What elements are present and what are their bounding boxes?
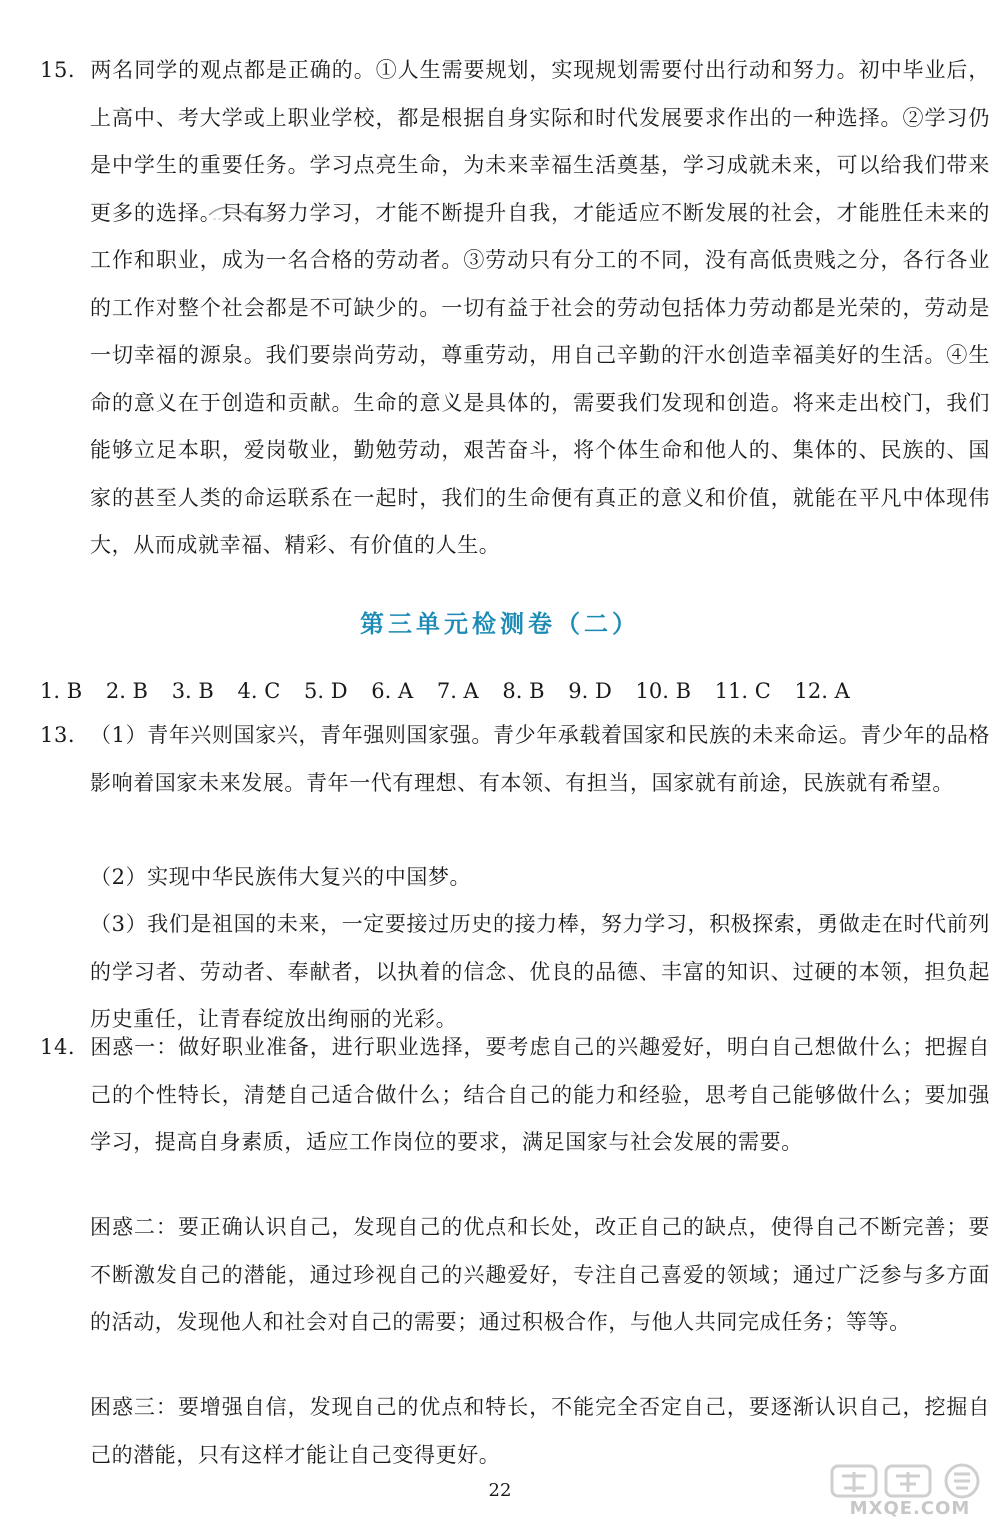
answer-item: 6. A — [371, 679, 414, 703]
answer-item: 8. B — [502, 679, 545, 703]
question-number: 15. — [40, 58, 76, 82]
question-number: 14. — [40, 1035, 76, 1059]
question-13-part-2: （2）实现中华民族伟大复兴的中国梦。 — [90, 865, 472, 889]
answer-item: 1. B — [40, 679, 83, 703]
watermark-logo — [830, 1462, 990, 1522]
watermark-emblem-icon — [830, 1462, 990, 1502]
question-number: 13. — [40, 723, 76, 747]
answer-key — [40, 668, 867, 715]
question-14-part-3: 困惑三：要增强自信，发现自己的优点和特长，不能完全否定自己，要逐渐认识自己，挖掘自己的潜能，只有这样才能让自己变得更好。 — [90, 1395, 990, 1467]
question-13-part-1: （1）青年兴则国家兴，青年强则国家强。青少年承载着国家和民族的未来命运。青少年的品格影响着国家未来发展。青年一代有理想、有本领、有担当，国家就有前途，民族就有希望。 — [90, 723, 990, 795]
question-15 — [40, 47, 990, 570]
answer-item: 2. B — [105, 679, 148, 703]
answer-item: 9. D — [568, 679, 612, 703]
answer-item: 3. B — [171, 679, 214, 703]
unit-title: 第三单元检测卷（二） — [360, 610, 640, 638]
answer-item: 10. B — [635, 679, 692, 703]
answer-item: 4. C — [237, 679, 281, 703]
answer-item: 5. D — [304, 679, 348, 703]
answer-item: 7. A — [436, 679, 479, 703]
watermark-text: MXQE.COM — [849, 1498, 971, 1519]
stamp-mark — [205, 195, 285, 223]
question-14-part-2: 困惑二：要正确认识自己，发现自己的优点和长处，改正自己的缺点，使得自己不断完善；要不断激发自己的潜能，通过珍视自己的兴趣爱好，专注自己喜爱的领域；通过广泛参与多方面的活动，发现他人和社会对自己的需要；通过积极合作，与他人共同完成任务；等等。 — [90, 1215, 990, 1334]
question-13 — [40, 712, 990, 807]
answer-item: 11. C — [714, 679, 771, 703]
answer-item: 12. A — [794, 679, 850, 703]
page-number: 22 — [488, 1480, 512, 1501]
question-13-part-3: （3）我们是祖国的未来，一定要接过历史的接力棒，努力学习，积极探索，勇做走在时代前列的学习者、劳动者、奉献者，以执着的信念、优良的品德、丰富的知识、过硬的本领，担负起历史重任，让青春绽放出绚丽的光彩。 — [90, 912, 990, 1031]
question-14 — [40, 1024, 990, 1167]
question-14-part-1: 困惑一：做好职业准备，进行职业选择，要考虑自己的兴趣爱好，明白自己想做什么；把握自己的个性特长，清楚自己适合做什么；结合自己的能力和经验，思考自己能够做什么；要加强学习，提高自身素质，适应工作岗位的要求，满足国家与社会发展的需要。 — [90, 1035, 990, 1154]
question-15-text: 两名同学的观点都是正确的。①人生需要规划，实现规划需要付出行动和努力。初中毕业后，上高中、考大学或上职业学校，都是根据自身实际和时代发展要求作出的一种选择。②学习仍是中学生的重要任务。学习点亮生命，为未来幸福生活奠基，学习成就未来，可以给我们带来更多的选择。只有努力学习，才能不断提升自我，才能适应不断发展的社会，才能胜任未来的工作和职业，成为一名合格的劳动者。③劳动只有分工的不同，没有高低贵贱之分，各行各业的工作对整个社会都是不可缺少的。一切有益于社会的劳动包括体力劳动都是光荣的，劳动是一切幸福的源泉。我们要崇尚劳动，尊重劳动，用自己辛勤的汗水创造幸福美好的生活。④生命的意义在于创造和贡献。生命的意义是具体的，需要我们发现和创造。将来走出校门，我们能够立足本职，爱岗敬业，勤勉劳动，艰苦奋斗，将个体生命和他人的、集体的、民族的、国家的甚至人类的命运联系在一起时，我们的生命便有真正的意义和价值，就能在平凡中体现伟大，从而成就幸福、精彩、有价值的人生。 — [90, 58, 990, 557]
